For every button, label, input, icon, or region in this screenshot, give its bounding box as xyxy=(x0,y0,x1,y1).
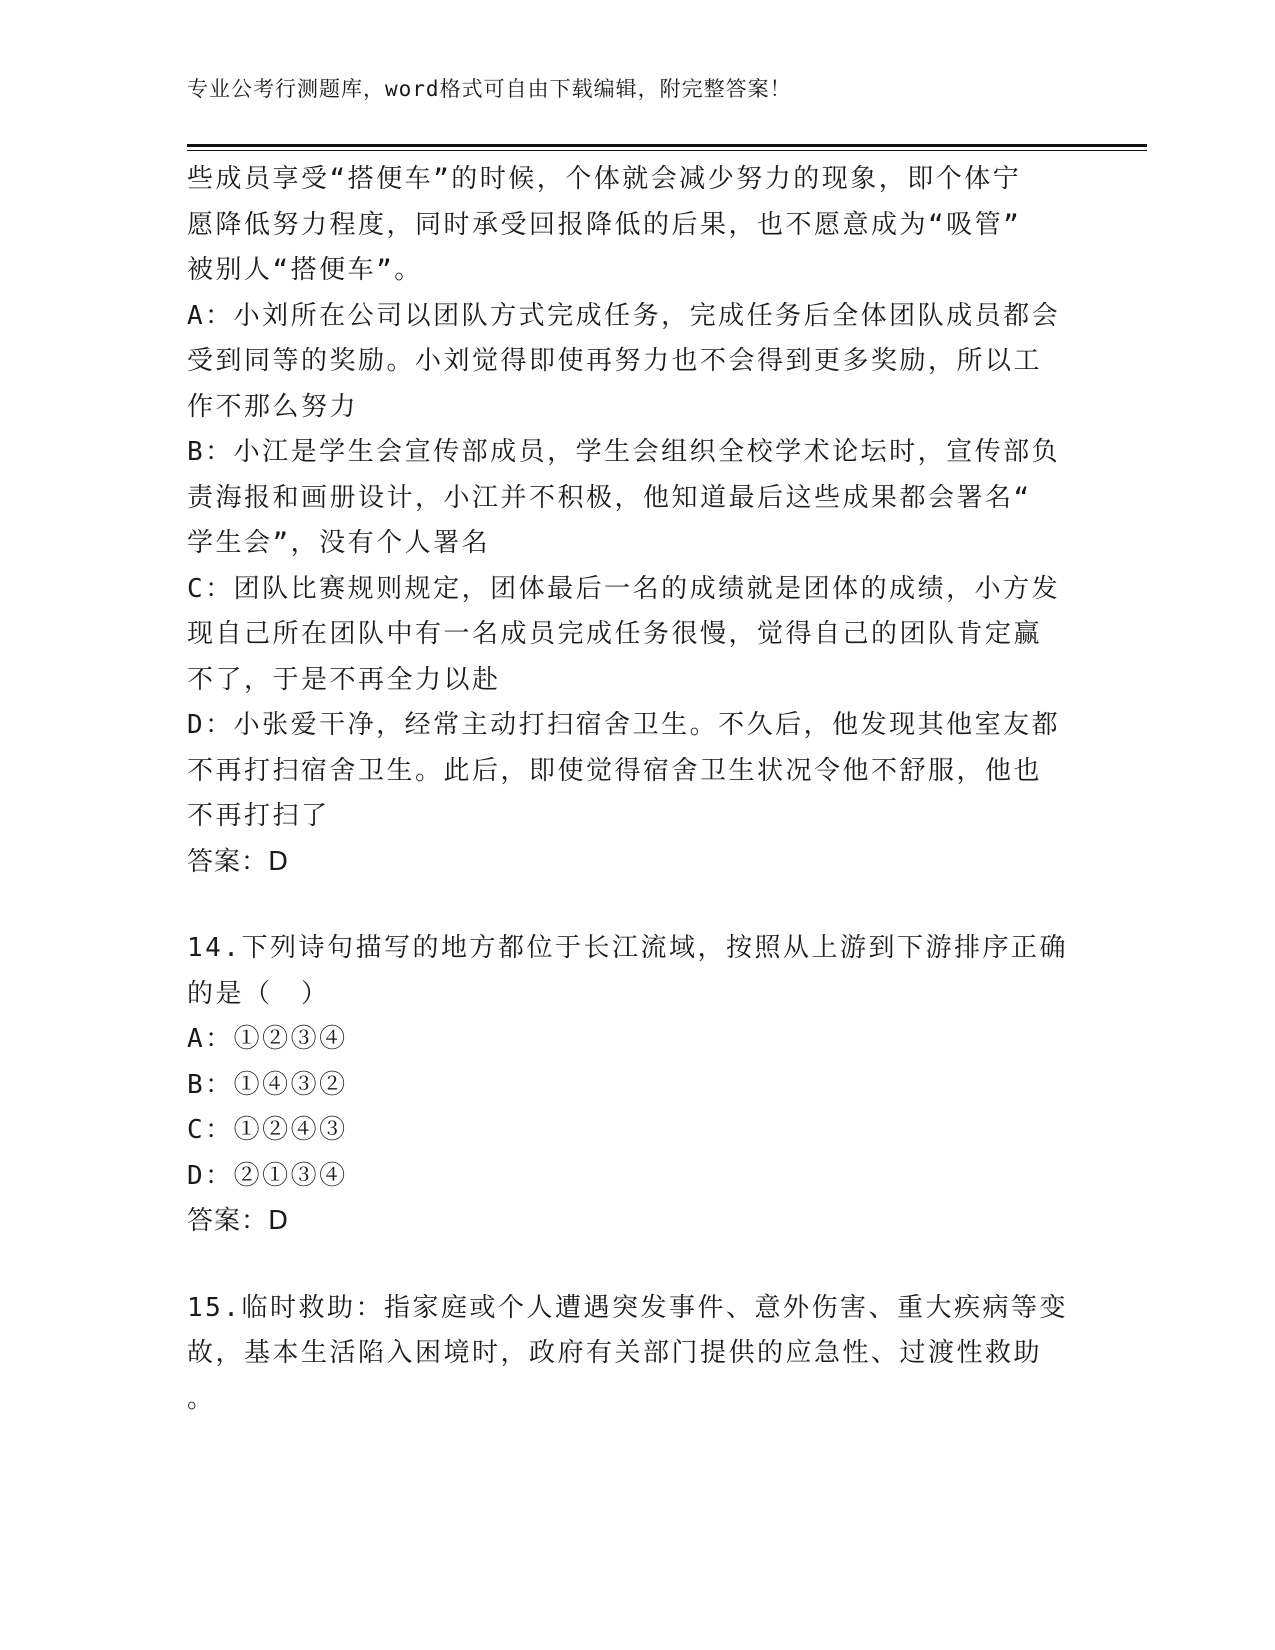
question-13-option-a xyxy=(187,294,1072,431)
text-line: 14.下列诗句描写的地方都位于长江流域，按照从上游到下游排序正确 xyxy=(187,933,1068,963)
question-13-answer: 答案：D xyxy=(187,846,290,877)
text-line: 责海报和画册设计，小江并不积极，他知道最后这些成果都会署名“ xyxy=(187,482,1032,513)
text-line: C：团队比赛规则规定，团体最后一名的成绩就是团体的成绩，小方发 xyxy=(187,573,1061,604)
text-line: 愿降低努力程度，同时承受回报降低的后果，也不愿意成为“吸管” xyxy=(187,209,1022,240)
text-line: 些成员享受“搭便车”的时候，个体就会减少努力的现象，即个体宁 xyxy=(187,164,1022,194)
question-14-option-d: D：②①③④ xyxy=(187,1160,348,1191)
text-line: 学生会”，没有个人署名 xyxy=(187,528,491,558)
header-rule-thin xyxy=(187,150,1147,151)
question-15-stem xyxy=(187,1286,1072,1423)
text-line: 受到同等的奖励。小刘觉得即使再努力也不会得到更多奖励，所以工 xyxy=(187,346,1043,376)
text-line: 不了，于是不再全力以赴 xyxy=(187,664,501,695)
question-13-stem-continuation xyxy=(187,157,1072,294)
text-line: 不再打扫了 xyxy=(187,801,330,831)
text-line: 现自己所在团队中有一名成员完成任务很慢，觉得自己的团队肯定赢 xyxy=(187,619,1043,649)
question-14-option-b: B：①④③② xyxy=(187,1069,348,1100)
question-14-option-a: A：①②③④ xyxy=(187,1024,348,1054)
page-header: 专业公考行测题库，word格式可自由下载编辑，附完整答案！ xyxy=(187,77,792,101)
text-line: 15.临时救助：指家庭或个人遭遇突发事件、意外伤害、重大疾病等变 xyxy=(187,1292,1068,1323)
text-line: D：小张爱干净，经常主动打扫宿舍卫生。不久后，他发现其他室友都 xyxy=(187,710,1061,740)
question-13-option-d xyxy=(187,703,1072,840)
question-spacer xyxy=(187,1245,1072,1286)
text-line: 的是（ ） xyxy=(187,978,330,1009)
text-line: 被别人“搭便车”。 xyxy=(187,255,423,285)
header-rule-thick xyxy=(187,144,1147,147)
text-line: 。 xyxy=(187,1383,216,1414)
question-13-option-b xyxy=(187,430,1072,567)
text-line: 故，基本生活陷入困境时，政府有关部门提供的应急性、过渡性救助 xyxy=(187,1338,1043,1368)
question-13-option-c xyxy=(187,567,1072,704)
question-14-option-c: C：①②④③ xyxy=(187,1115,348,1145)
question-14-stem xyxy=(187,926,1072,1017)
question-14-answer: 答案：D xyxy=(187,1206,290,1236)
text-line: B：小江是学生会宣传部成员，学生会组织全校学术论坛时，宣传部负 xyxy=(187,437,1061,467)
document-body xyxy=(187,157,1072,1422)
text-line: 作不那么努力 xyxy=(187,391,359,422)
text-line: A：小刘所在公司以团队方式完成任务，完成任务后全体团队成员都会 xyxy=(187,300,1061,331)
question-spacer xyxy=(187,885,1072,926)
text-line: 不再打扫宿舍卫生。此后，即使觉得宿舍卫生状况令他不舒服，他也 xyxy=(187,755,1043,786)
